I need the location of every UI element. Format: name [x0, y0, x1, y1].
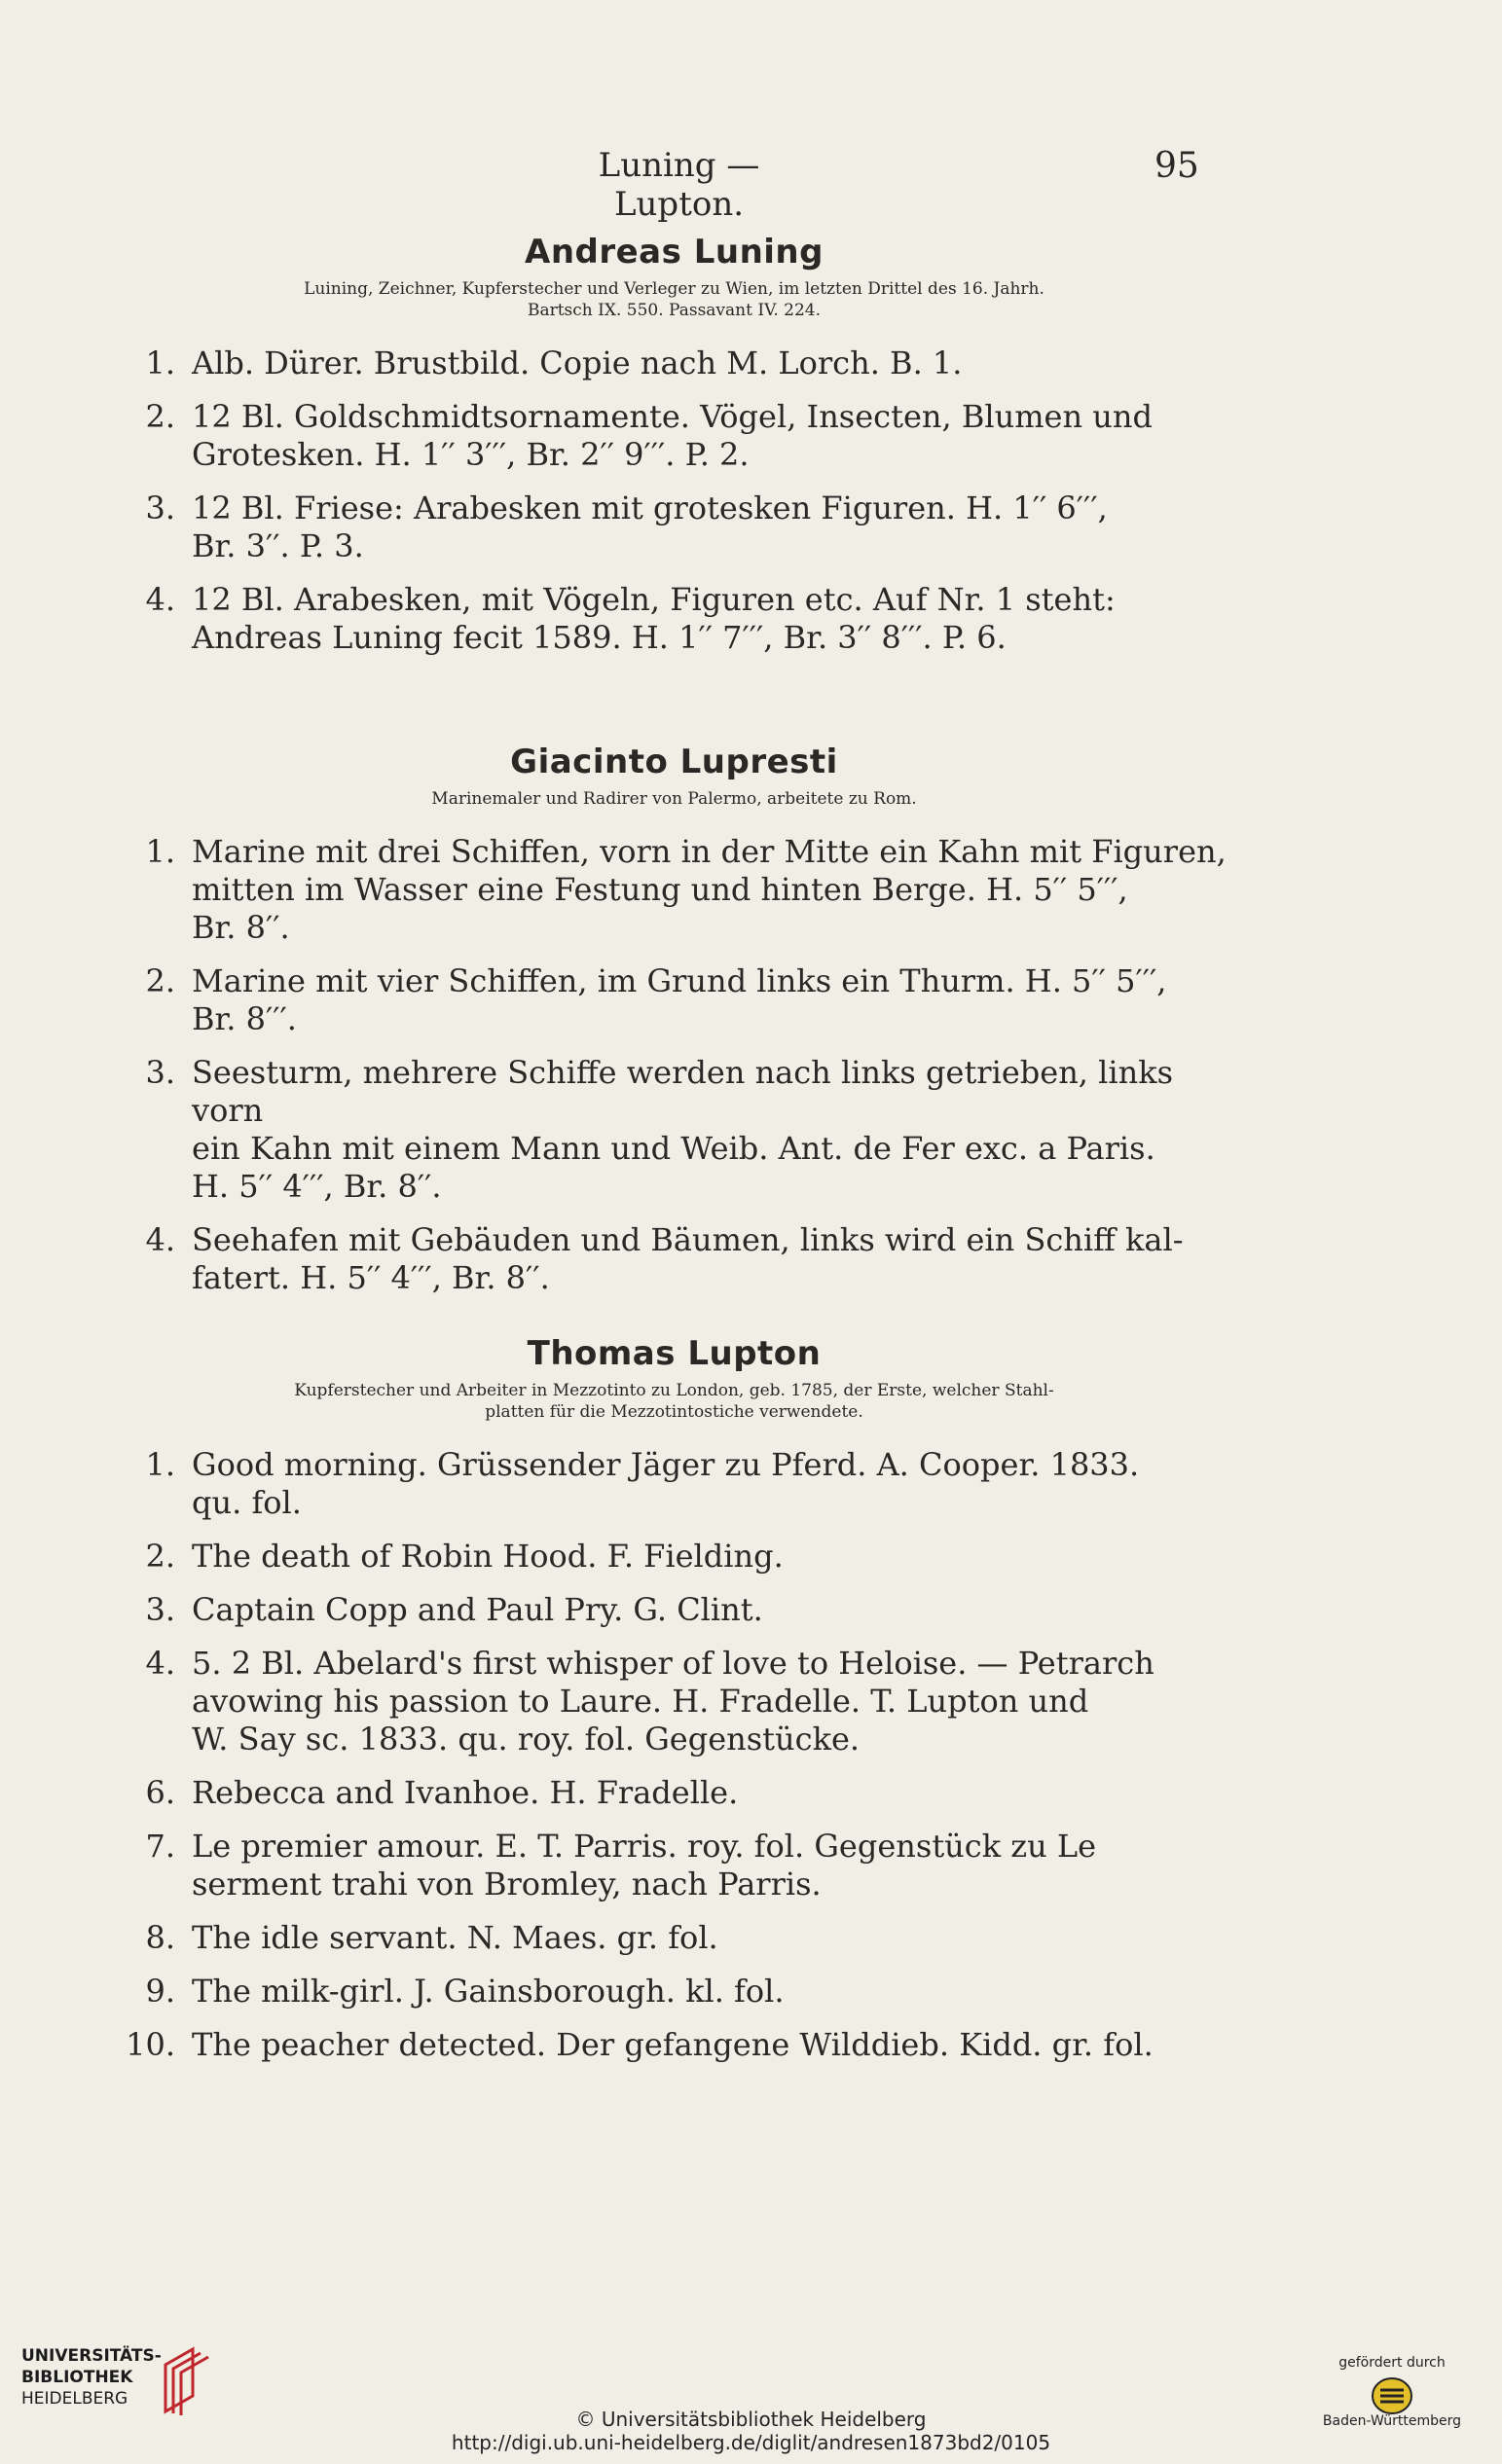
sponsor-label: gefördert durch — [1338, 2355, 1446, 2371]
section-description: Kupferstecher und Arbeiter in Mezzotinto zu London, geb. 1785, der Erste, welcher Stahl- platten für die Mezzotintostiche verwendete. — [294, 1381, 1054, 1422]
catalogue-list — [117, 1446, 1231, 2064]
catalogue-entry: 4. Seehafen mit Gebäuden und Bäumen, links wird ein Schiff kal- fatert. H. 5′′ 4′′′, Br. 8′′. — [145, 1221, 1184, 1296]
catalogue-entry: 4. 5. 2 Bl. Abelard's first whisper of love to Heloise. — Petrarch avowing his passion to Laure. H. Fradelle. T. Lupton und W. Say sc. 1833. qu. roy. fol. Gegenstücke. — [145, 1645, 1154, 1757]
sponsor-badge[interactable] — [1295, 2355, 1489, 2429]
catalogue-list — [117, 833, 1231, 1297]
state-crest-icon — [1371, 2376, 1413, 2415]
sponsor-name: Baden-Württemberg — [1322, 2413, 1462, 2429]
catalogue-entry: 2. Marine mit vier Schiffen, im Grund links ein Thurm. H. 5′′ 5′′′, Br. 8′′′. — [145, 962, 1167, 1037]
copyright-text: © Universitätsbibliothek Heidelberg — [575, 2408, 927, 2431]
catalogue-entry: 10. The peacher detected. Der gefangene Wilddieb. Kidd. gr. fol. — [126, 2026, 1154, 2063]
section-giacinto-lupresti — [117, 742, 1231, 1313]
section-andreas-luning — [117, 232, 1231, 672]
section-title: Giacinto Lupresti — [510, 743, 838, 781]
library-logo-text: UNIVERSITÄTS- BIBLIOTHEK HEIDELBERG — [21, 2346, 162, 2409]
section-description: Luining, Zeichner, Kupferstecher und Verleger zu Wien, im letzten Drittel des 16. Jahrh. Bartsch IX. 550. Passavant IV. 224. — [304, 279, 1044, 320]
catalogue-entry: 1. Marine mit drei Schiffen, vorn in der Mitte ein Kahn mit Figuren, mitten im Wasser eine Festung und hinten Berge. H. 5′′ 5′′′, Br. 8′′. — [145, 833, 1227, 946]
section-title: Andreas Luning — [525, 233, 824, 272]
catalogue-entry: 7. Le premier amour. E. T. Parris. roy. fol. Gegenstück zu Le serment trahi von Bromley, nach Parris. — [145, 1828, 1097, 1902]
catalogue-entry: 2. The death of Robin Hood. F. Fielding. — [145, 1538, 784, 1575]
page-number: 95 — [1154, 146, 1199, 186]
running-header — [0, 146, 1502, 224]
running-title: Luning — Lupton. — [598, 146, 760, 224]
footer-credits — [389, 2408, 1113, 2454]
catalogue-entry: 1. Alb. Dürer. Brustbild. Copie nach M. Lorch. B. 1. — [145, 344, 963, 381]
catalogue-entry: 3. Captain Copp and Paul Pry. G. Clint. — [145, 1591, 763, 1628]
catalogue-entry: 2. 12 Bl. Goldschmidtsornamente. Vögel, Insecten, Blumen und Grotesken. H. 1′′ 3′′′, Br. 2′′ 9′′′. P. 2. — [145, 398, 1153, 473]
catalogue-entry: 6. Rebecca and Ivanhoe. H. Fradelle. — [145, 1774, 739, 1811]
catalogue-entry: 1. Good morning. Grüssender Jäger zu Pferd. A. Cooper. 1833. qu. fol. — [145, 1446, 1140, 1521]
catalogue-entry: 3. Seesturm, mehrere Schiffe werden nach links getrieben, links vorn ein Kahn mit einem Mann und Weib. Ant. de Fer exc. a Paris. H. 5′′ 4′′′, Br. 8′′. — [145, 1054, 1174, 1205]
section-thomas-lupton — [117, 1333, 1231, 2080]
section-title: Thomas Lupton — [527, 1334, 822, 1373]
catalogue-entry: 9. The milk-girl. J. Gainsborough. kl. fol. — [145, 1973, 785, 2010]
permalink-url[interactable]: http://digi.ub.uni-heidelberg.de/diglit/andresen1873bd2/0105 — [451, 2431, 1051, 2454]
catalogue-list — [117, 344, 1231, 657]
catalogue-entry: 8. The idle servant. N. Maes. gr. fol. — [145, 1919, 718, 1956]
section-description: Marinemaler und Radirer von Palermo, arbeitete zu Rom. — [431, 789, 917, 809]
catalogue-entry: 4. 12 Bl. Arabesken, mit Vögeln, Figuren etc. Auf Nr. 1 steht: Andreas Luning fecit 1589. H. 1′′ 7′′′, Br. 3′′ 8′′′. P. 6. — [145, 581, 1116, 656]
catalogue-entry: 3. 12 Bl. Friese: Arabesken mit grotesken Figuren. H. 1′′ 6′′′, Br. 3′′. P. 3. — [145, 489, 1108, 564]
library-logo-icon — [148, 2343, 226, 2421]
